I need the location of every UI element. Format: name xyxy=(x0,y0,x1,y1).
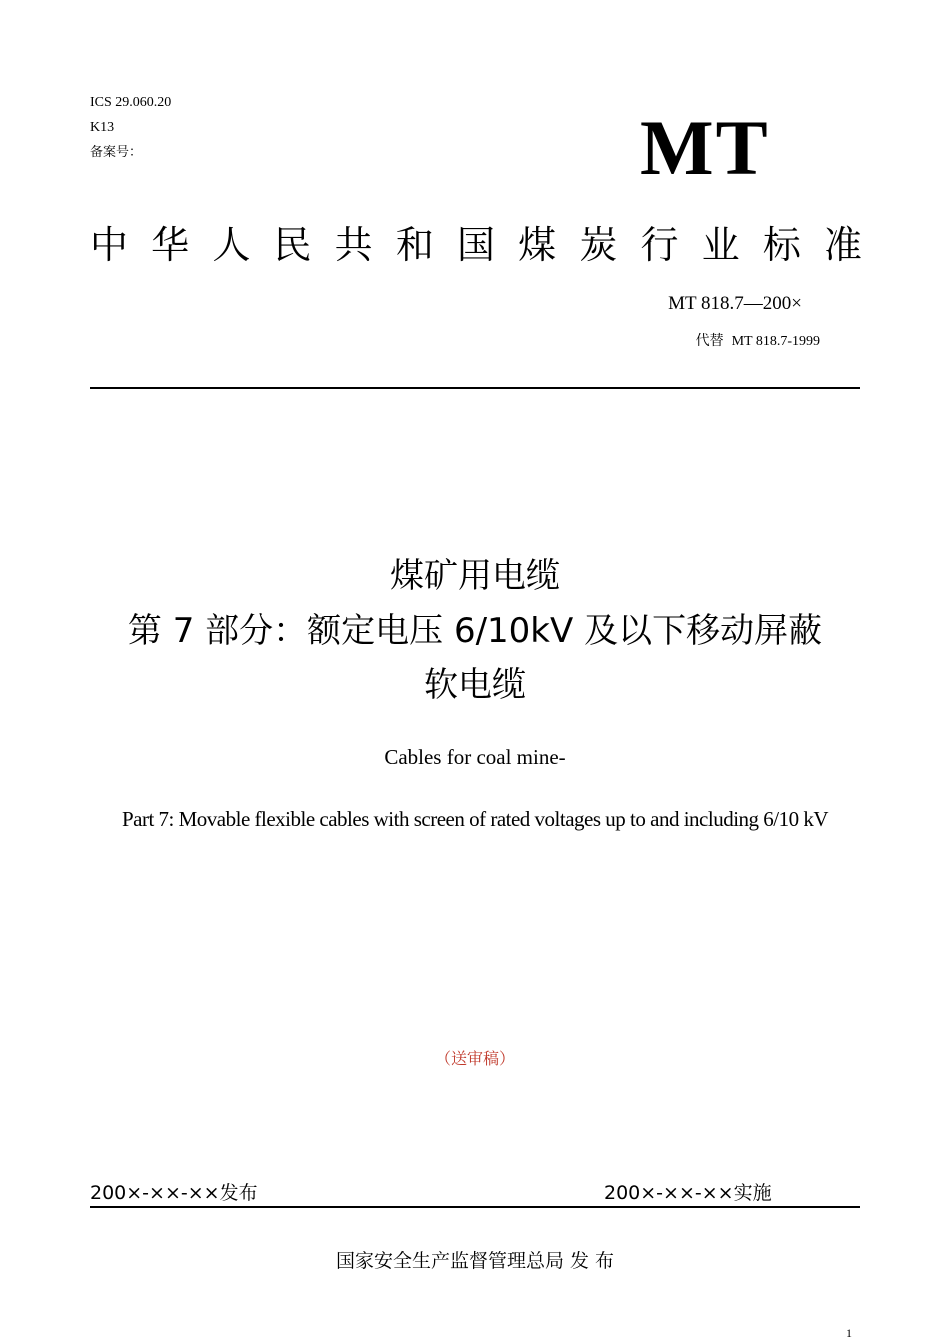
chinese-title-line-3: 软电缆 xyxy=(424,665,526,705)
ccs-code: K13 xyxy=(90,120,115,135)
standard-category-title: 中华人民共和国煤炭行业标准 xyxy=(90,223,862,267)
standard-number: MT 818.7—200× xyxy=(668,293,802,314)
mt-logo: MT xyxy=(640,104,770,191)
replaces-label: 代替 xyxy=(695,333,724,349)
replaces-note xyxy=(600,331,820,352)
chinese-title-line-1: 煤矿用电缆 xyxy=(390,556,560,596)
filing-number-label: 备案号： xyxy=(90,145,143,160)
draft-status: （送审稿） xyxy=(434,1049,515,1068)
issue-date: 200×-××-××发布 xyxy=(90,1182,258,1204)
chinese-title-line-2: 第 7 部分：额定电压 6/10kV 及以下移动屏蔽 xyxy=(127,611,823,651)
bottom-divider xyxy=(90,1206,860,1208)
english-title-line-2: Part 7: Movable flexible cables with screen of rated voltages up to and including 6/10 kV xyxy=(121,807,829,831)
page-number: 1 xyxy=(846,1326,852,1340)
english-title-line-1: Cables for coal mine- xyxy=(384,745,566,769)
publisher: 国家安全生产监督管理总局 发 布 xyxy=(335,1250,615,1272)
replaces-number: MT 818.7-1999 xyxy=(731,334,820,349)
top-divider xyxy=(90,387,860,389)
implementation-date: 200×-××-××实施 xyxy=(604,1182,772,1204)
ics-code: ICS 29.060.20 xyxy=(90,95,172,110)
